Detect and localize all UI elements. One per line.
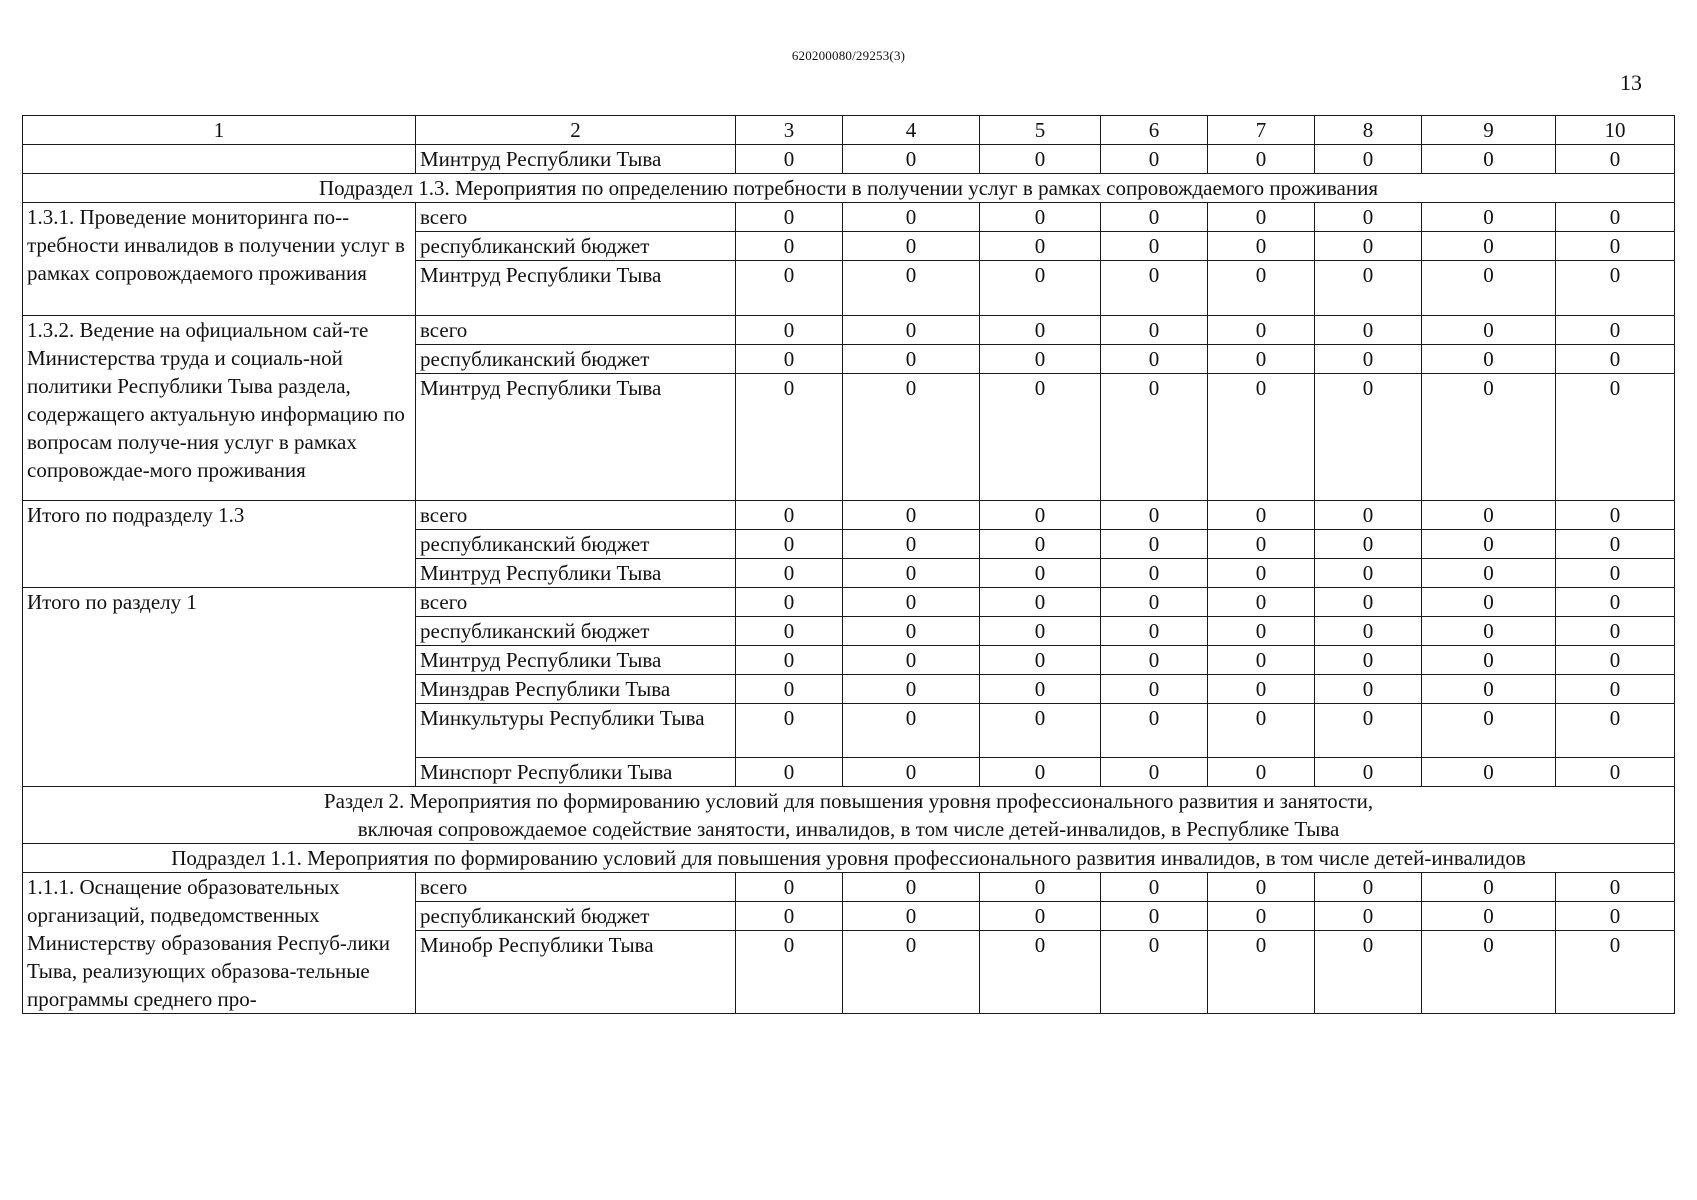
funding-source: Минтруд Республики Тыва xyxy=(416,261,736,316)
value-cell: 0 xyxy=(1315,704,1422,758)
value-cell: 0 xyxy=(980,316,1101,345)
value-cell: 0 xyxy=(736,501,843,530)
funding-source: Минтруд Республики Тыва xyxy=(416,374,736,501)
value-cell: 0 xyxy=(1101,588,1208,617)
value-cell: 0 xyxy=(1208,704,1315,758)
table-row xyxy=(23,873,1675,902)
budget-table xyxy=(22,115,1675,1014)
value-cell: 0 xyxy=(1208,559,1315,588)
value-cell: 0 xyxy=(843,902,980,931)
value-cell: 0 xyxy=(736,873,843,902)
value-cell: 0 xyxy=(736,145,843,174)
value-cell: 0 xyxy=(843,145,980,174)
value-cell: 0 xyxy=(1315,931,1422,1014)
value-cell: 0 xyxy=(1422,646,1556,675)
value-cell: 0 xyxy=(1315,646,1422,675)
section-header xyxy=(23,787,1675,844)
value-cell: 0 xyxy=(1422,931,1556,1014)
value-cell: 0 xyxy=(1101,345,1208,374)
value-cell: 0 xyxy=(736,374,843,501)
value-cell: 0 xyxy=(1208,646,1315,675)
value-cell: 0 xyxy=(1422,758,1556,787)
value-cell: 0 xyxy=(1208,617,1315,646)
value-cell: 0 xyxy=(1556,374,1675,501)
value-cell: 0 xyxy=(980,374,1101,501)
value-cell: 0 xyxy=(736,559,843,588)
table-row xyxy=(23,203,1675,232)
value-cell: 0 xyxy=(980,704,1101,758)
value-cell: 0 xyxy=(1208,203,1315,232)
funding-source: всего xyxy=(416,588,736,617)
activity-name: 1.1.1. Оснащение образовательных организаций, подведомственных Министерству образования Респуб-лики Тыва, реализующих образова-тельные программы среднего про- xyxy=(23,873,416,1014)
value-cell: 0 xyxy=(980,145,1101,174)
value-cell: 0 xyxy=(1422,316,1556,345)
value-cell: 0 xyxy=(1422,704,1556,758)
value-cell: 0 xyxy=(1101,374,1208,501)
value-cell: 0 xyxy=(1422,232,1556,261)
value-cell: 0 xyxy=(1556,588,1675,617)
value-cell: 0 xyxy=(1315,617,1422,646)
value-cell: 0 xyxy=(1101,758,1208,787)
value-cell: 0 xyxy=(1101,559,1208,588)
table-row xyxy=(23,145,1675,174)
value-cell: 0 xyxy=(843,316,980,345)
table-row xyxy=(23,316,1675,345)
value-cell: 0 xyxy=(843,588,980,617)
page-number: 13 xyxy=(1620,70,1642,95)
value-cell: 0 xyxy=(1101,675,1208,704)
value-cell: 0 xyxy=(843,646,980,675)
funding-source: республиканский бюджет xyxy=(416,232,736,261)
value-cell: 0 xyxy=(843,873,980,902)
funding-source: республиканский бюджет xyxy=(416,617,736,646)
value-cell: 0 xyxy=(1422,530,1556,559)
value-cell: 0 xyxy=(843,345,980,374)
value-cell: 0 xyxy=(1315,758,1422,787)
value-cell: 0 xyxy=(1101,646,1208,675)
value-cell: 0 xyxy=(1422,374,1556,501)
column-number: 10 xyxy=(1556,116,1675,145)
value-cell: 0 xyxy=(980,675,1101,704)
value-cell: 0 xyxy=(843,530,980,559)
value-cell: 0 xyxy=(980,646,1101,675)
value-cell: 0 xyxy=(1315,675,1422,704)
value-cell: 0 xyxy=(1101,145,1208,174)
column-number: 3 xyxy=(736,116,843,145)
value-cell: 0 xyxy=(1422,501,1556,530)
value-cell: 0 xyxy=(1208,232,1315,261)
value-cell: 0 xyxy=(1315,261,1422,316)
value-cell: 0 xyxy=(843,704,980,758)
funding-source: республиканский бюджет xyxy=(416,902,736,931)
value-cell: 0 xyxy=(736,345,843,374)
value-cell: 0 xyxy=(1101,704,1208,758)
funding-source: республиканский бюджет xyxy=(416,345,736,374)
value-cell: 0 xyxy=(1556,704,1675,758)
value-cell: 0 xyxy=(1556,261,1675,316)
subtotal-label: Итого по подразделу 1.3 xyxy=(23,501,416,588)
value-cell: 0 xyxy=(1422,873,1556,902)
value-cell: 0 xyxy=(843,559,980,588)
value-cell: 0 xyxy=(980,902,1101,931)
value-cell: 0 xyxy=(1208,675,1315,704)
value-cell: 0 xyxy=(1556,345,1675,374)
funding-source: Минтруд Республики Тыва xyxy=(416,559,736,588)
table-row xyxy=(23,501,1675,530)
funding-source: Минспорт Республики Тыва xyxy=(416,758,736,787)
value-cell: 0 xyxy=(1556,316,1675,345)
value-cell: 0 xyxy=(1315,902,1422,931)
value-cell: 0 xyxy=(980,345,1101,374)
value-cell: 0 xyxy=(1101,232,1208,261)
value-cell: 0 xyxy=(980,873,1101,902)
value-cell: 0 xyxy=(1208,931,1315,1014)
empty-name-cell xyxy=(23,145,416,174)
value-cell: 0 xyxy=(1101,902,1208,931)
value-cell: 0 xyxy=(736,758,843,787)
value-cell: 0 xyxy=(980,530,1101,559)
value-cell: 0 xyxy=(1556,232,1675,261)
funding-source: всего xyxy=(416,873,736,902)
value-cell: 0 xyxy=(736,232,843,261)
value-cell: 0 xyxy=(1556,758,1675,787)
value-cell: 0 xyxy=(843,931,980,1014)
value-cell: 0 xyxy=(736,203,843,232)
value-cell: 0 xyxy=(1556,675,1675,704)
section-header-line: включая сопровождаемое содействие занятости, инвалидов, в том числе детей-инвалидов, в Республике Тыва xyxy=(357,817,1340,841)
value-cell: 0 xyxy=(1101,316,1208,345)
value-cell: 0 xyxy=(1101,873,1208,902)
column-number: 5 xyxy=(980,116,1101,145)
value-cell: 0 xyxy=(1208,374,1315,501)
funding-source: Минобр Республики Тыва xyxy=(416,931,736,1014)
section-header-line: Раздел 2. Мероприятия по формированию условий для повышения уровня профессионального развития и занятости, xyxy=(323,789,1374,813)
value-cell: 0 xyxy=(1556,203,1675,232)
column-number: 8 xyxy=(1315,116,1422,145)
value-cell: 0 xyxy=(1101,501,1208,530)
value-cell: 0 xyxy=(1422,145,1556,174)
value-cell: 0 xyxy=(980,588,1101,617)
value-cell: 0 xyxy=(1315,203,1422,232)
value-cell: 0 xyxy=(1315,345,1422,374)
value-cell: 0 xyxy=(1422,617,1556,646)
value-cell: 0 xyxy=(1315,145,1422,174)
value-cell: 0 xyxy=(980,232,1101,261)
value-cell: 0 xyxy=(1208,145,1315,174)
value-cell: 0 xyxy=(736,588,843,617)
subsection-header-title: Подраздел 1.3. Мероприятия по определению потребности в получении услуг в рамках сопровождаемого проживания xyxy=(23,174,1675,203)
value-cell: 0 xyxy=(1315,588,1422,617)
value-cell: 0 xyxy=(1208,261,1315,316)
value-cell: 0 xyxy=(1315,559,1422,588)
value-cell: 0 xyxy=(1208,873,1315,902)
value-cell: 0 xyxy=(843,232,980,261)
value-cell: 0 xyxy=(1556,646,1675,675)
value-cell: 0 xyxy=(1422,261,1556,316)
table-body xyxy=(23,116,1675,1014)
value-cell: 0 xyxy=(843,617,980,646)
value-cell: 0 xyxy=(736,617,843,646)
value-cell: 0 xyxy=(980,758,1101,787)
value-cell: 0 xyxy=(1422,203,1556,232)
value-cell: 0 xyxy=(1208,316,1315,345)
value-cell: 0 xyxy=(980,501,1101,530)
value-cell: 0 xyxy=(1422,345,1556,374)
subsection-header xyxy=(23,174,1675,203)
funding-source: всего xyxy=(416,316,736,345)
table-row xyxy=(23,588,1675,617)
section-header-title xyxy=(23,787,1675,844)
value-cell: 0 xyxy=(1422,675,1556,704)
value-cell: 0 xyxy=(736,261,843,316)
column-number: 4 xyxy=(843,116,980,145)
funding-source: всего xyxy=(416,203,736,232)
value-cell: 0 xyxy=(736,530,843,559)
value-cell: 0 xyxy=(736,902,843,931)
column-number: 6 xyxy=(1101,116,1208,145)
funding-source: Минтруд Республики Тыва xyxy=(416,145,736,174)
subsection-header xyxy=(23,844,1675,873)
value-cell: 0 xyxy=(1315,530,1422,559)
value-cell: 0 xyxy=(1101,261,1208,316)
subsection-header-title: Подраздел 1.1. Мероприятия по формированию условий для повышения уровня профессионального развития инвалидов, в том числе детей-инвалидов xyxy=(23,844,1675,873)
value-cell: 0 xyxy=(1315,232,1422,261)
document-id: 620200080/29253(3) xyxy=(791,48,906,63)
value-cell: 0 xyxy=(1208,758,1315,787)
column-number: 1 xyxy=(23,116,416,145)
column-number: 2 xyxy=(416,116,736,145)
value-cell: 0 xyxy=(1422,902,1556,931)
column-number-row xyxy=(23,116,1675,145)
value-cell: 0 xyxy=(843,261,980,316)
value-cell: 0 xyxy=(736,931,843,1014)
value-cell: 0 xyxy=(1208,530,1315,559)
value-cell: 0 xyxy=(1556,931,1675,1014)
value-cell: 0 xyxy=(1315,374,1422,501)
value-cell: 0 xyxy=(1101,203,1208,232)
value-cell: 0 xyxy=(1556,145,1675,174)
value-cell: 0 xyxy=(980,203,1101,232)
value-cell: 0 xyxy=(1556,501,1675,530)
section-total-label: Итого по разделу 1 xyxy=(23,588,416,787)
value-cell: 0 xyxy=(843,501,980,530)
value-cell: 0 xyxy=(736,316,843,345)
value-cell: 0 xyxy=(1556,902,1675,931)
value-cell: 0 xyxy=(980,617,1101,646)
column-number: 7 xyxy=(1208,116,1315,145)
activity-name: 1.3.1. Проведение мониторинга по-требности инвалидов в получении услуг в рамках сопровождаемого проживания xyxy=(23,203,416,316)
value-cell: 0 xyxy=(1556,873,1675,902)
value-cell: 0 xyxy=(843,758,980,787)
value-cell: 0 xyxy=(736,646,843,675)
value-cell: 0 xyxy=(1315,873,1422,902)
value-cell: 0 xyxy=(1556,530,1675,559)
funding-source: всего xyxy=(416,501,736,530)
value-cell: 0 xyxy=(1208,345,1315,374)
value-cell: 0 xyxy=(1101,530,1208,559)
value-cell: 0 xyxy=(843,675,980,704)
value-cell: 0 xyxy=(1315,501,1422,530)
funding-source: Минтруд Республики Тыва xyxy=(416,646,736,675)
funding-source: республиканский бюджет xyxy=(416,530,736,559)
value-cell: 0 xyxy=(843,374,980,501)
value-cell: 0 xyxy=(1315,316,1422,345)
value-cell: 0 xyxy=(1101,617,1208,646)
value-cell: 0 xyxy=(1208,588,1315,617)
value-cell: 0 xyxy=(980,931,1101,1014)
value-cell: 0 xyxy=(1556,559,1675,588)
value-cell: 0 xyxy=(736,675,843,704)
value-cell: 0 xyxy=(980,261,1101,316)
value-cell: 0 xyxy=(1208,902,1315,931)
value-cell: 0 xyxy=(1422,588,1556,617)
funding-source: Минздрав Республики Тыва xyxy=(416,675,736,704)
column-number: 9 xyxy=(1422,116,1556,145)
value-cell: 0 xyxy=(980,559,1101,588)
value-cell: 0 xyxy=(1422,559,1556,588)
funding-source: Минкультуры Республики Тыва xyxy=(416,704,736,758)
value-cell: 0 xyxy=(1556,617,1675,646)
value-cell: 0 xyxy=(843,203,980,232)
value-cell: 0 xyxy=(1101,931,1208,1014)
value-cell: 0 xyxy=(1208,501,1315,530)
value-cell: 0 xyxy=(736,704,843,758)
activity-name: 1.3.2. Ведение на официальном сай-те Министерства труда и социаль-ной политики Республики Тыва раздела, содержащего актуальную информацию по вопросам получе-ния услуг в рамках сопровождае-мого проживания xyxy=(23,316,416,501)
